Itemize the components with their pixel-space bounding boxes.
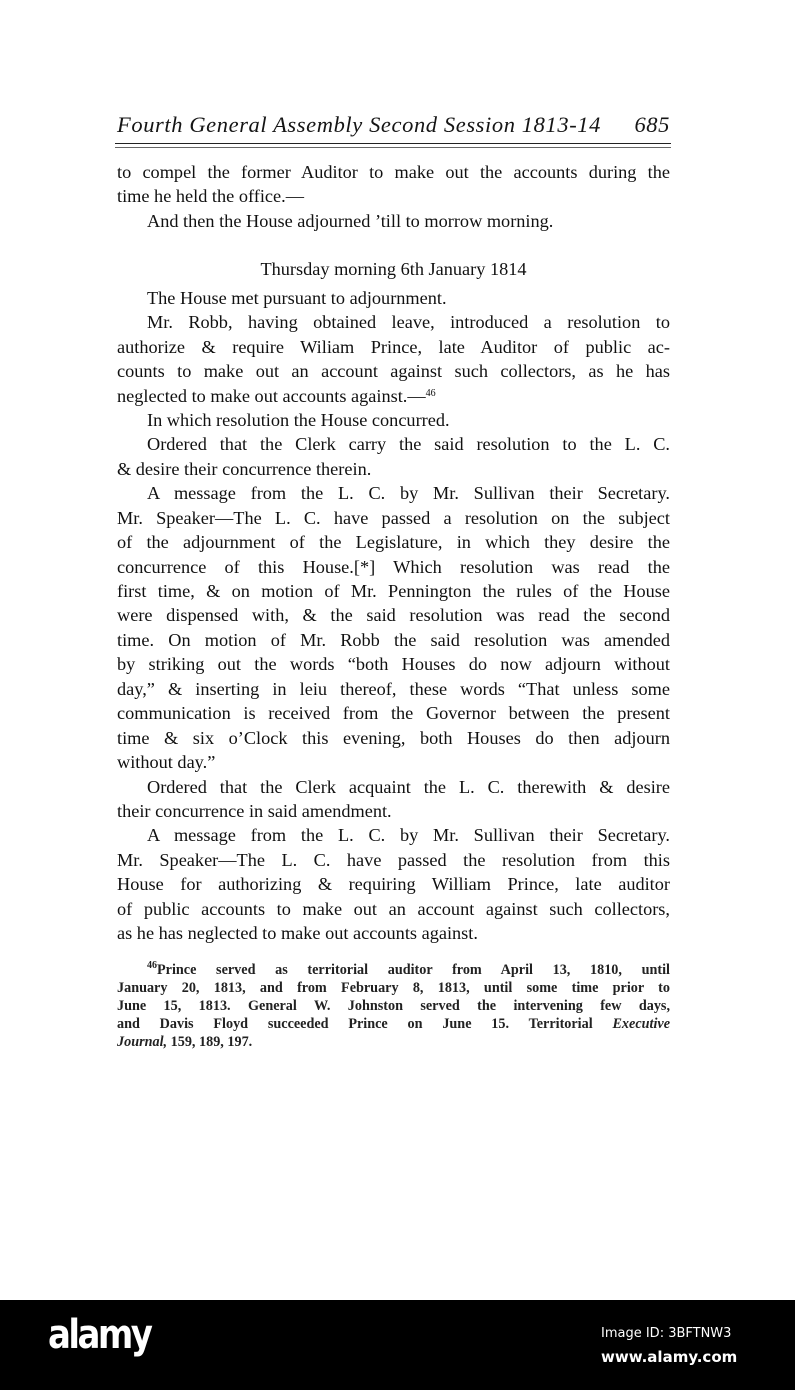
text-line xyxy=(117,184,670,208)
line-text: & desire their concurrence therein. xyxy=(117,458,372,479)
header-rule xyxy=(115,143,671,144)
footnote-line: January 20, 1813, and from February 8, 1813, until some time prior to xyxy=(117,980,670,996)
footnote xyxy=(117,961,670,1051)
text-line xyxy=(117,701,670,725)
text-line xyxy=(117,432,670,456)
line-text: Mr. Speaker—The L. C. have passed a resolution on the subject xyxy=(117,507,670,528)
line-text: without day.” xyxy=(117,752,216,773)
line-text: as he has neglected to make out accounts against. xyxy=(117,923,478,944)
footnote-marker: 46 xyxy=(147,960,157,971)
text-line xyxy=(117,775,670,799)
page-number: 685 xyxy=(634,112,670,137)
line-text: counts to make out an account against such collectors, as he has xyxy=(117,361,670,382)
footnote-text: Prince served as territorial auditor from April 13, 1810, until xyxy=(157,962,670,978)
site-url: www.alamy.com xyxy=(601,1348,738,1366)
footnote-italic: Executive xyxy=(612,1016,670,1032)
text-line xyxy=(117,677,670,701)
line-text: House for authorizing & requiring William Prince, late auditor xyxy=(117,874,670,895)
line-text: concurrence of this House.[*] Which resolution was read the xyxy=(117,556,670,577)
line-text: time he held the office.— xyxy=(117,186,304,207)
line-text: A message from the L. C. by Mr. Sullivan their Secretary. xyxy=(147,483,670,504)
text-line xyxy=(117,848,670,872)
line-text: Mr. Speaker—The L. C. have passed the resolution from this xyxy=(117,849,670,870)
line-text: Ordered that the Clerk carry the said resolution to the L. C. xyxy=(147,434,670,455)
text-line xyxy=(117,209,670,233)
line-text: were dispensed with, & the said resolution was read the second xyxy=(117,605,670,626)
body-text xyxy=(117,160,670,946)
text-line xyxy=(117,555,670,579)
running-title: Fourth General Assembly Second Session 1813-14 xyxy=(117,112,601,137)
footnote-line xyxy=(117,1015,670,1033)
text-line xyxy=(117,726,670,750)
text-line xyxy=(117,799,670,823)
text-line xyxy=(117,481,670,505)
line-text: And then the House adjourned ’till to morrow morning. xyxy=(147,210,554,231)
line-text: Ordered that the Clerk acquaint the L. C. therewith & desire xyxy=(147,776,670,797)
footnote-line xyxy=(117,1033,670,1051)
footnote-reference[interactable]: 46 xyxy=(425,387,436,399)
line-text: by striking out the words “both Houses do now adjourn without xyxy=(117,654,670,675)
line-text: day,” & inserting in leiu thereof, these words “That unless some xyxy=(117,678,670,699)
text-line xyxy=(117,359,670,383)
line-text: time. On motion of Mr. Robb the said resolution was amended xyxy=(117,629,670,650)
text-line xyxy=(117,408,670,432)
line-text: A message from the L. C. by Mr. Sullivan their Secretary. xyxy=(147,825,670,846)
text-line xyxy=(117,506,670,530)
footnote-text: 159, 189, 197. xyxy=(167,1034,253,1050)
text-line xyxy=(117,872,670,896)
line-text: Thursday morning 6th January 1814 xyxy=(260,259,527,280)
line-text: time & six o’Clock this evening, both Houses do then adjourn xyxy=(117,727,670,748)
line-text: first time, & on motion of Mr. Pennington the rules of the House xyxy=(117,581,670,601)
footnote-italic: Journal, xyxy=(117,1034,168,1050)
text-line xyxy=(117,823,670,847)
image-id: Image ID: 3BFTNW3 xyxy=(601,1326,732,1341)
footnote-line xyxy=(117,961,670,979)
text-line xyxy=(117,897,670,921)
text-line xyxy=(117,921,670,945)
section-heading xyxy=(117,257,670,281)
text-line xyxy=(117,603,670,627)
text-line xyxy=(117,310,670,334)
text-line xyxy=(117,628,670,652)
text-line xyxy=(117,286,670,310)
line-text: to compel the former Auditor to make out the accounts during the xyxy=(117,162,670,182)
line-text: authorize & require Wiliam Prince, late Auditor of public ac- xyxy=(117,336,670,357)
footnote-line: June 15, 1813. General W. Johnston served the intervening few days, xyxy=(117,998,670,1014)
line-text: The House met pursuant to adjournment. xyxy=(147,287,447,308)
text-line xyxy=(117,652,670,676)
text-line xyxy=(117,384,670,408)
text-line xyxy=(117,530,670,554)
line-text: neglected to make out accounts against.— xyxy=(117,385,426,406)
watermark-banner xyxy=(0,1300,795,1390)
text-line xyxy=(117,750,670,774)
text-line xyxy=(117,335,670,359)
line-text: their concurrence in said amendment. xyxy=(117,800,392,821)
line-text: communication is received from the Governor between the present xyxy=(117,703,670,724)
running-header xyxy=(117,110,670,142)
text-line xyxy=(117,160,670,184)
text-line xyxy=(117,457,670,481)
text-line xyxy=(117,579,670,603)
line-text: Mr. Robb, having obtained leave, introduced a resolution to xyxy=(147,312,670,333)
header-rule-thin xyxy=(115,147,671,148)
alamy-logo: alamy xyxy=(48,1312,151,1358)
line-text: of the adjournment of the Legislature, in which they desire the xyxy=(117,532,670,553)
line-text: of public accounts to make out an account against such collectors, xyxy=(117,898,670,919)
line-text: In which resolution the House concurred. xyxy=(147,409,450,430)
footnote-text: and Davis Floyd succeeded Prince on June 15. Territorial xyxy=(117,1016,613,1032)
